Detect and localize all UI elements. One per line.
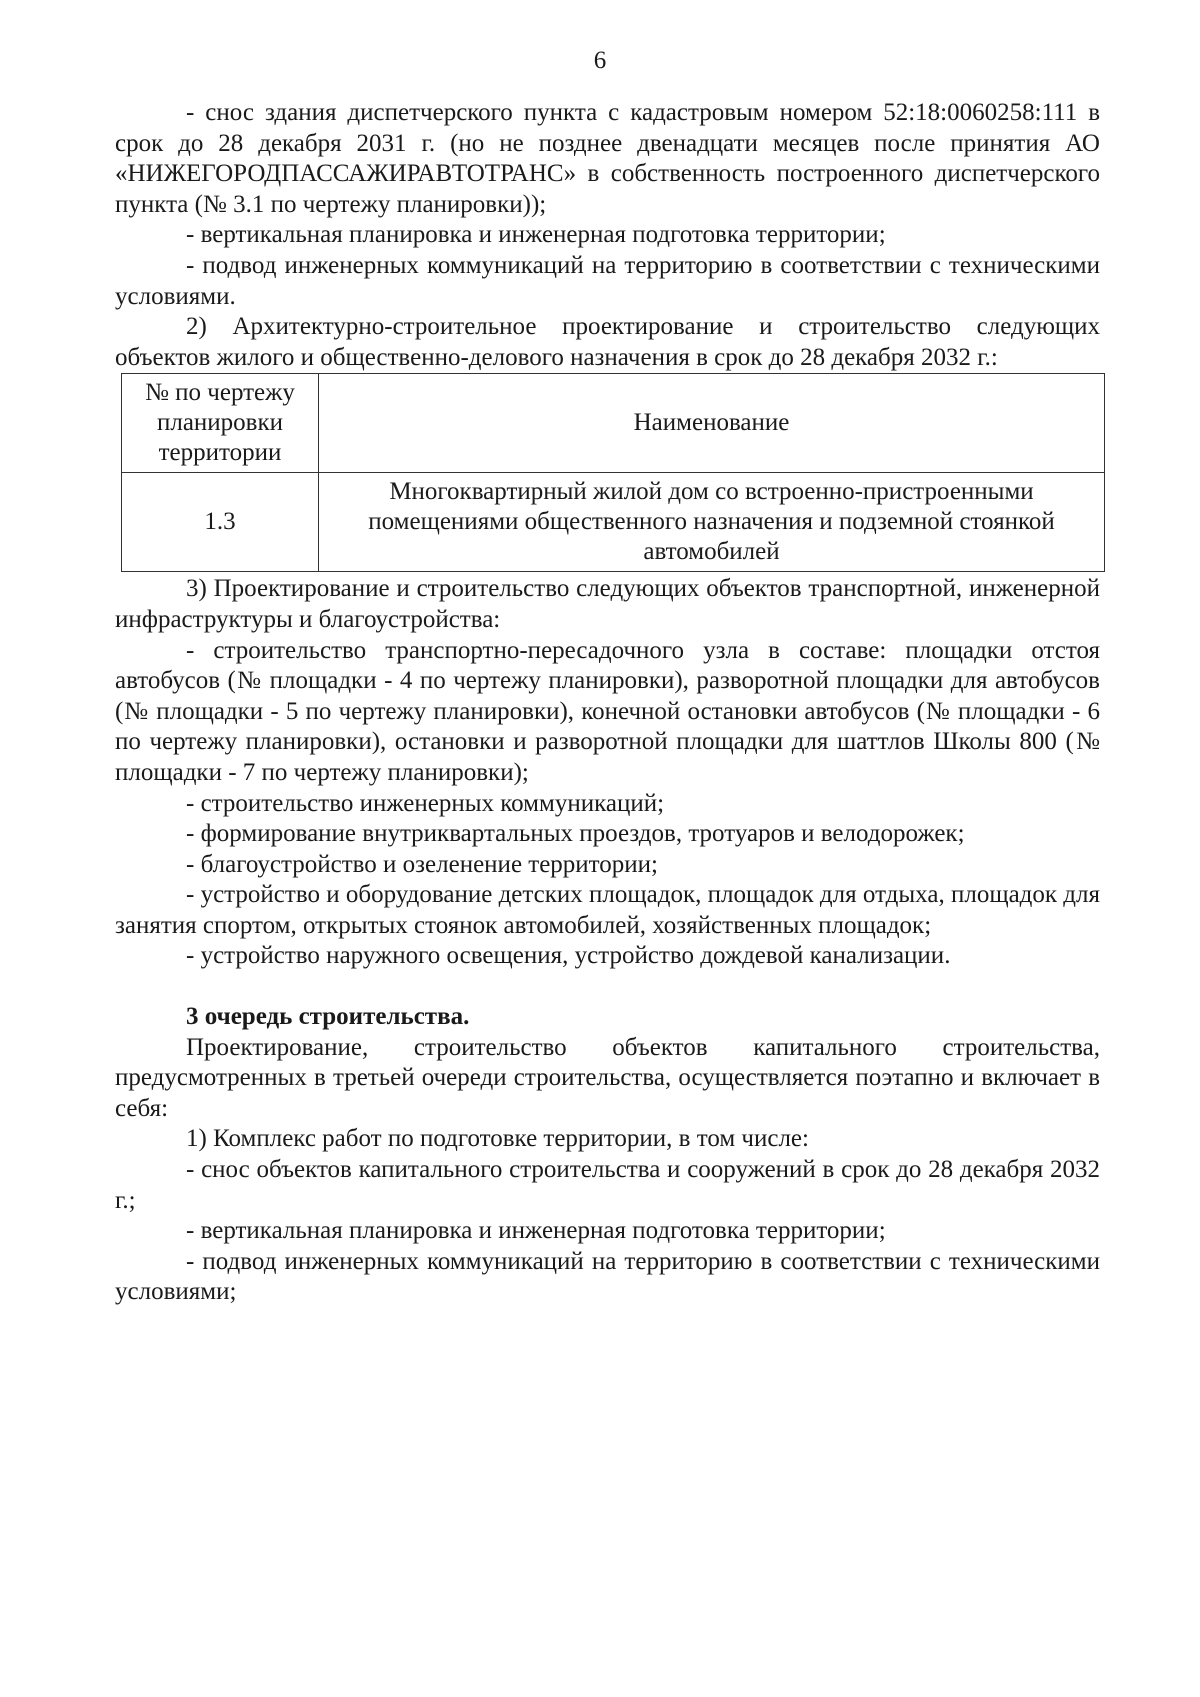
paragraph-driveways: - формирование внутриквартальных проездов, тротуаров и велодорожек; <box>186 820 965 848</box>
paragraph-transport-infrastructure: 3) Проектирование и строительство следующих объектов транспортной, инженерной инфраструктуры и благоустройства: <box>115 575 1100 633</box>
paragraph-demolition-objects: - снос объектов капитального строительства и сооружений в срок до 28 декабря 2032 г.; <box>115 1156 1100 1214</box>
paragraph-engineering-networks: - строительство инженерных коммуникаций; <box>186 789 665 817</box>
paragraph-lighting-drainage: - устройство наружного освещения, устройство дождевой канализации. <box>186 942 951 970</box>
paragraph-third-stage-intro: Проектирование, строительство объектов капитального строительства, предусмотренных в третьей очереди строительства, осуществляется поэтапно и включает в себя: <box>115 1033 1100 1122</box>
paragraph-transfer-hub: - строительство транспортно-пересадочного узла в составе: площадки отстоя автобусов (№ площадки - 4 по чертежу планировки), разворотной площадки для автобусов (№ площадки - 5 по чертежу планировки), конечной остановки автобусов (№ площадки - 6 по чертежу планировки), остановки и разворотной площадки для шаттлов Школы 800 (№ площадки - 7 по чертежу планировки); <box>115 636 1100 786</box>
paragraph-utilities-supply: - подвод инженерных коммуникаций на территорию в соответствии с техническими условиями. <box>115 251 1100 310</box>
table-header-name: Наименование <box>319 374 1105 473</box>
table-cell-number: 1.3 <box>122 473 319 572</box>
table-header-number: № по чертежу планировки территории <box>122 374 319 473</box>
paragraph-preparation-works: 1) Комплекс работ по подготовке территории, в том числе: <box>186 1125 809 1153</box>
paragraph-vertical-planning-2: - вертикальная планировка и инженерная подготовка территории; <box>186 1217 886 1245</box>
table-cell-name: Многоквартирный жилой дом со встроенно-пристроенными помещениями общественного назначения и подземной стоянкой автомобилей <box>319 473 1105 572</box>
paragraph-playgrounds: - устройство и оборудование детских площадок, площадок для отдыха, площадок для занятия спортом, открытых стоянок автомобилей, хозяйственных площадок; <box>115 881 1100 939</box>
paragraph-vertical-planning: - вертикальная планировка и инженерная подготовка территории; <box>186 221 886 249</box>
paragraph-demolition-dispatch: - снос здания диспетчерского пункта с кадастровым номером 52:18:0060258:111 в срок до 28 декабря 2031 г. (но не позднее двенадцати месяцев после принятия АО «НИЖЕГОРОДПАССАЖИРАВТОТРАНС» в собственность построенного диспетчерского пункта (№ 3.1 по чертежу планировки)); <box>115 99 1100 218</box>
table-header-row <box>122 374 1105 473</box>
paragraph-landscaping: - благоустройство и озеленение территории; <box>186 850 658 878</box>
document-body <box>115 98 1100 1308</box>
page-number: 6 <box>593 47 607 74</box>
paragraph-utilities-supply-2: - подвод инженерных коммуникаций на территорию в соответствии с техническими условиями; <box>115 1247 1100 1306</box>
section-heading: 3 очередь строительства. <box>186 1003 470 1031</box>
paragraph-architectural-design: 2) Архитектурно-строительное проектирование и строительство следующих объектов жилого и общественно-делового назначения в срок до 28 декабря 2032 г.: <box>115 313 1100 371</box>
objects-table <box>121 373 1105 572</box>
table-row <box>122 473 1105 572</box>
